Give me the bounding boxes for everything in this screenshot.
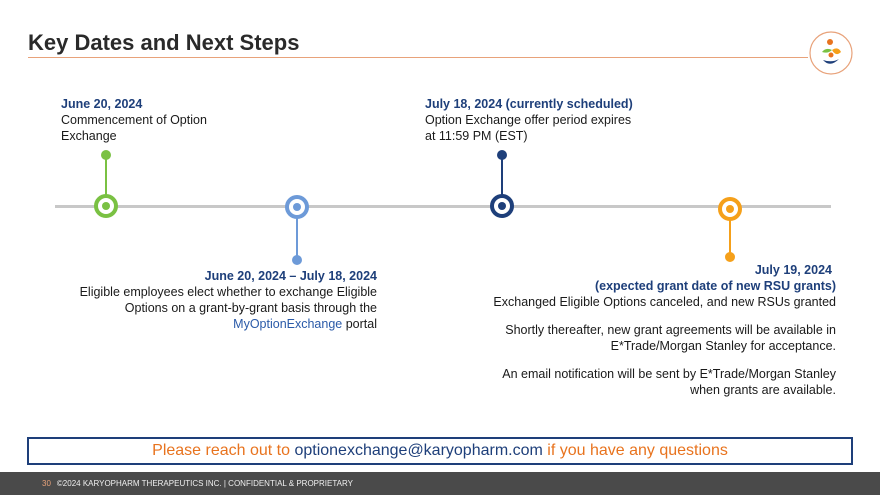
event-3-line-1: Option Exchange offer period expires	[425, 113, 632, 127]
event-2-date: June 20, 2024 – July 18, 2024	[204, 269, 377, 283]
event-4-para2-line-1: Shortly thereafter, new grant agreements will be available in	[505, 323, 836, 337]
event-1-line-1: Commencement of Option	[61, 113, 207, 127]
karyopharm-logo-icon	[808, 30, 854, 76]
myoptionexchange-link[interactable]: MyOptionExchange	[233, 317, 343, 331]
page-title: Key Dates and Next Steps	[28, 30, 300, 55]
event-1-stem	[105, 155, 107, 195]
event-4-subdate: (expected grant date of new RSU grants)	[594, 279, 836, 293]
footer-copyright: ©2024 KARYOPHARM THERAPEUTICS INC. | CONFIDENTIAL & PROPRIETARY	[56, 479, 353, 488]
event-2-marker	[285, 195, 309, 219]
footer-bar	[0, 472, 880, 495]
event-2-line-3-suffix: portal	[342, 317, 377, 331]
event-4-stem-dot	[725, 252, 735, 262]
event-3-text	[425, 96, 633, 144]
event-2-line-2: Options on a grant-by-grant basis through the	[124, 301, 377, 315]
event-2-stem-dot	[292, 255, 302, 265]
event-4-para3-line-1: An email notification will be sent by E*Trade/Morgan Stanley	[502, 367, 836, 381]
event-3-date: July 18, 2024 (currently scheduled)	[425, 97, 633, 111]
event-4-date: July 19, 2024	[754, 263, 832, 277]
timeline-track	[55, 205, 831, 208]
event-4-marker	[718, 197, 742, 221]
contact-email-link[interactable]: optionexchange@karyopharm.com	[294, 442, 543, 459]
page-number: 30	[42, 479, 51, 488]
event-3-marker	[490, 194, 514, 218]
event-1-text	[61, 96, 207, 144]
event-4-stem	[729, 220, 731, 256]
event-1-line-2: Exchange	[61, 129, 117, 143]
event-3-line-2: at 11:59 PM (EST)	[425, 129, 528, 143]
contact-callout	[27, 437, 853, 465]
title-divider	[28, 57, 808, 58]
contact-callout-prefix: Please reach out to	[152, 442, 295, 459]
contact-callout-suffix: if you have any questions	[542, 442, 728, 459]
event-2-stem	[296, 218, 298, 258]
event-2-line-1: Eligible employees elect whether to exchange Eligible	[79, 285, 377, 299]
event-4-para2-line-2: E*Trade/Morgan Stanley for acceptance.	[610, 339, 836, 353]
event-2-text	[40, 268, 377, 332]
event-1-date: June 20, 2024	[61, 97, 143, 111]
event-4-line-1: Exchanged Eligible Options canceled, and new RSUs granted	[493, 295, 836, 309]
event-4-para3-line-2: when grants are available.	[690, 383, 836, 397]
event-3-stem	[501, 155, 503, 195]
event-4-text	[440, 262, 836, 398]
event-1-marker	[94, 194, 118, 218]
